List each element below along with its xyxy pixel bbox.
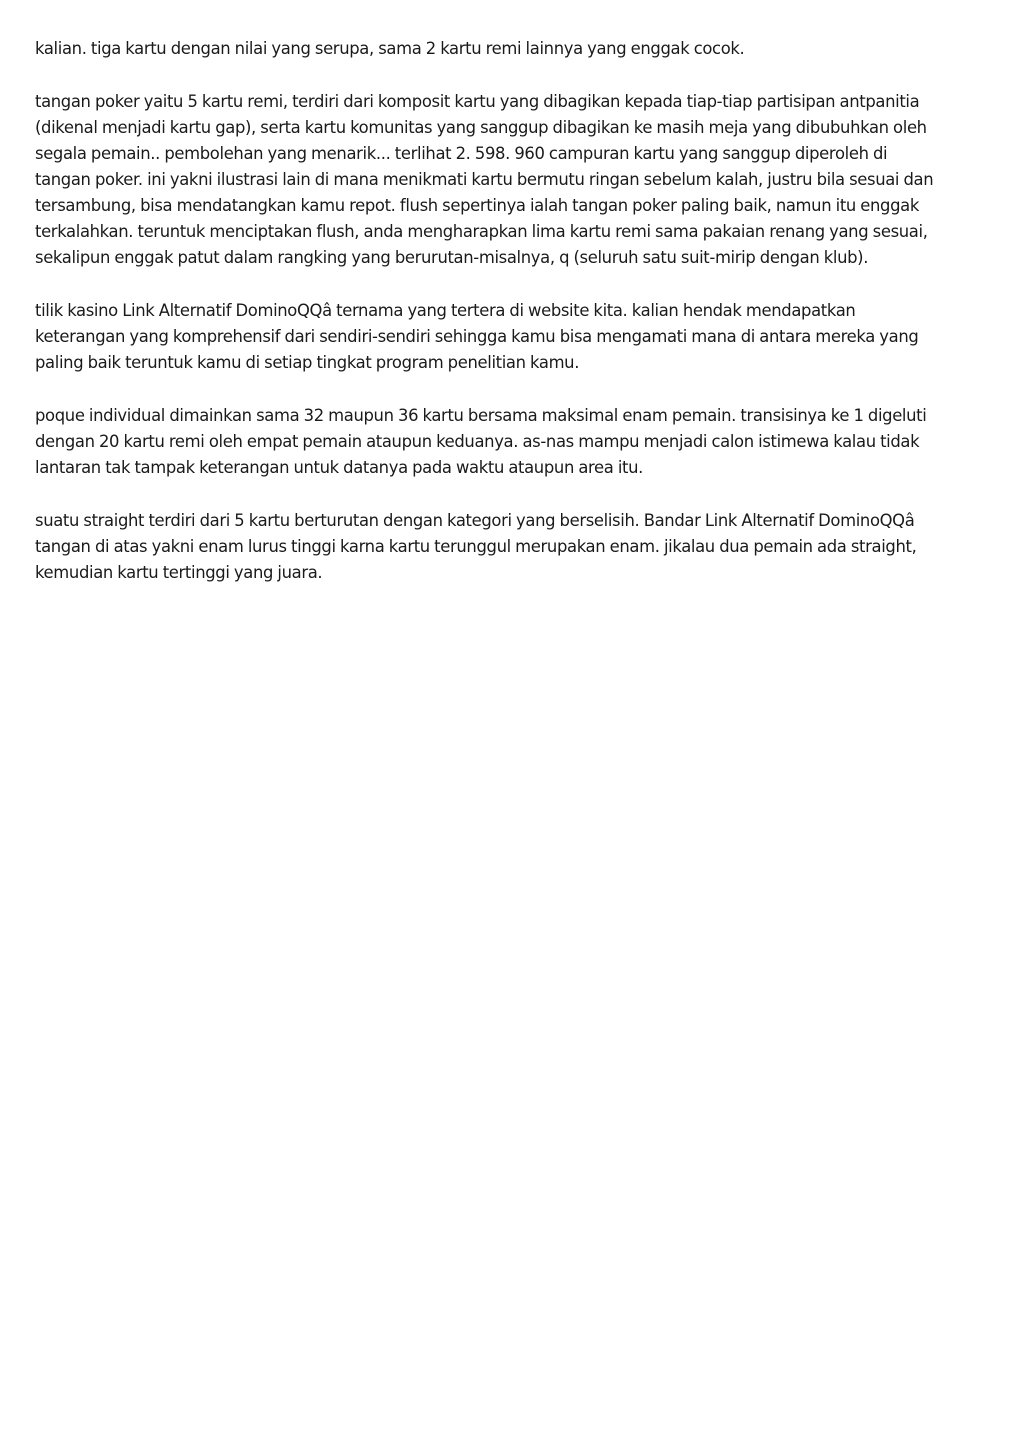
text-line: segala pemain.. pembolehan yang menarik... terlihat 2. 598. 960 campuran kartu yang sanggup diperoleh di xyxy=(35,144,888,163)
paragraph-1 xyxy=(35,36,995,62)
paragraph-4 xyxy=(35,403,995,481)
document-page xyxy=(35,36,995,613)
text-line: tilik kasino Link Alternatif DominoQQâ ternama yang tertera di website kita. kalian hendak mendapatkan xyxy=(35,301,856,320)
text-line: keterangan yang komprehensif dari sendiri-sendiri sehingga kamu bisa mengamati mana di antara mereka yang xyxy=(35,327,919,346)
text-line: dengan 20 kartu remi oleh empat pemain ataupun keduanya. as-nas mampu menjadi calon istimewa kalau tidak xyxy=(35,432,920,451)
text-line: poque individual dimainkan sama 32 maupun 36 kartu bersama maksimal enam pemain. transisinya ke 1 digeluti xyxy=(35,406,927,425)
text-line: (dikenal menjadi kartu gap), serta kartu komunitas yang sanggup dibagikan ke masih meja yang dibubuhkan oleh xyxy=(35,118,927,137)
text-line: paling baik teruntuk kamu di setiap tingkat program penelitian kamu. xyxy=(35,353,580,372)
text-line: kemudian kartu tertinggi yang juara. xyxy=(35,563,323,582)
text-line: tersambung, bisa mendatangkan kamu repot. flush sepertinya ialah tangan poker paling baik, namun itu enggak xyxy=(35,196,920,215)
text-line: lantaran tak tampak keterangan untuk datanya pada waktu ataupun area itu. xyxy=(35,458,644,477)
text-line: tangan poker yaitu 5 kartu remi, terdiri dari komposit kartu yang dibagikan kepada tiap-tiap partisipan antpanitia xyxy=(35,92,920,111)
text-line: terkalahkan. teruntuk menciptakan flush, anda mengharapkan lima kartu remi sama pakaian renang yang sesuai, xyxy=(35,222,928,241)
paragraph-3 xyxy=(35,298,995,376)
text-line: kalian. tiga kartu dengan nilai yang serupa, sama 2 kartu remi lainnya yang enggak cocok. xyxy=(35,39,745,58)
text-line: tangan poker. ini yakni ilustrasi lain di mana menikmati kartu bermutu ringan sebelum kalah, justru bila sesuai dan xyxy=(35,170,934,189)
text-line: sekalipun enggak patut dalam rangking yang berurutan-misalnya, q (seluruh satu suit-mirip dengan klub). xyxy=(35,248,869,267)
paragraph-2 xyxy=(35,89,995,271)
paragraph-5 xyxy=(35,508,995,586)
text-line: tangan di atas yakni enam lurus tinggi karna kartu terunggul merupakan enam. jikalau dua pemain ada straight, xyxy=(35,537,917,556)
text-line: suatu straight terdiri dari 5 kartu berturutan dengan kategori yang berselisih. Bandar Link Alternatif DominoQQâ xyxy=(35,511,915,530)
